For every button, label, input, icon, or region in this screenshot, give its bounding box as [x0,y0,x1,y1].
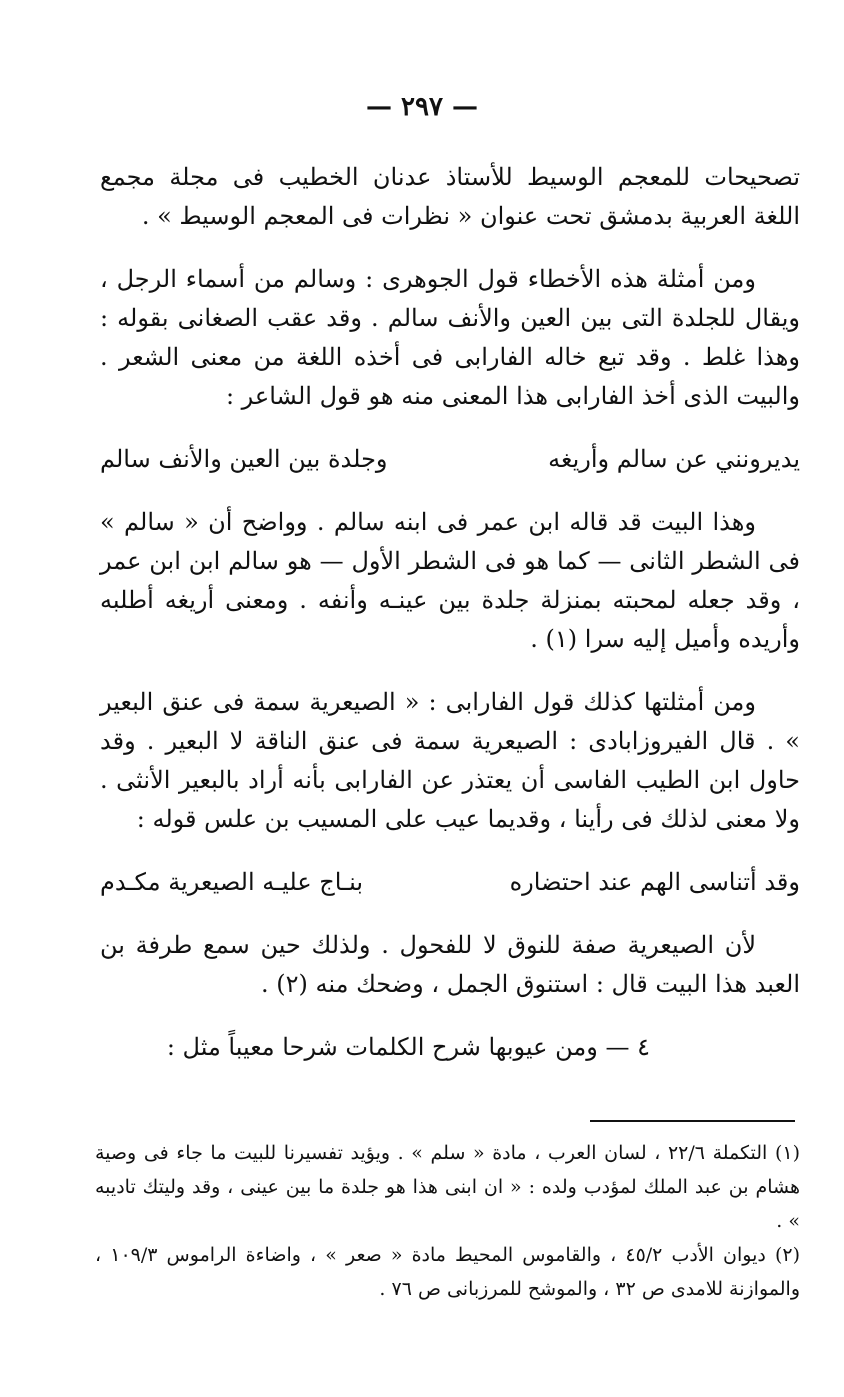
footnote-2: (٢) ديوان الأدب ٤٥/٢ ، والقاموس المحيط مادة « صعر » ، واضاءة الراموس ١٠٩/٣ ، والموازنة للامدى ص ٣٢ ، والموشح للمرزبانى ص ٧٦ . [95,1244,800,1300]
footnotes [95,1136,800,1306]
paragraph-6: ٤ — ومن عيوبها شرح الكلمات شرحا معيباً مثل : [166,1033,650,1061]
verse-2-second-hemistich: بنـاج عليـه الصيعرية مكـدم [100,868,364,896]
paragraph-3: وهذا البيت قد قاله ابن عمر فى ابنه سالم . وواضح أن « سالم » فى الشطر الثانى — كما هو فى الشطر الأول — هو سالم ابن ابن عمر ، وقد جعله لمحبته بمنزلة جلدة بين عينـه وأنفه . ومعنى أريغه أطلبه وأريده وأميل إليه سرا (١) . [100,508,800,653]
verse-2 [100,863,800,902]
paragraph-5: لأن الصيعرية صفة للنوق لا للفحول . ولذلك حين سمع طرفة بن العبد هذا البيت قال : استنوق الجمل ، وضحك منه (٢) . [100,931,800,998]
paragraph-4: ومن أمثلتها كذلك قول الفارابى : « الصيعرية سمة فى عنق البعير » . قال الفيروزابادى : الصيعرية سمة فى عنق الناقة لا البعير . وقد حاول ابن الطيب الفاسى أن يعتذر عن الفارابى بأنه أراد بالبعير الأنثى . ولا معنى لذلك فى رأينا ، وقديما عيب على المسيب بن علس قوله : [100,688,800,833]
main-text [100,158,800,1091]
verse-1-second-hemistich: وجلدة بين العين والأنف سالم [100,445,388,473]
footnote-1: (١) التكملة ٢٢/٦ ، لسان العرب ، مادة « سلم » . ويؤيد تفسيرنا للبيت ما جاء فى وصية هشام بن عبد الملك لمؤدب ولده : « ان ابنى هذا هو جلدة ما بين عينى ، وقد وليتك تاديبه » . [95,1142,800,1232]
verse-2-first-hemistich: وقد أتناسى الهم عند احتضاره [509,868,800,896]
paragraph-2: ومن أمثلة هذه الأخطاء قول الجوهرى : وسالم من أسماء الرجل ، ويقال للجلدة التى بين العين والأنف سالم . وقد عقب الصغانى بقوله : وهذا غلط . وقد تبع خاله الفارابى فى أخذه اللغة من معنى الشعر . والبيت الذى أخذ الفارابى هذا المعنى منه هو قول الشاعر : [100,265,800,410]
verse-1-first-hemistich: يديرونني عن سالم وأريغه [548,445,800,473]
page-number: — ٢٩٧ — [365,92,479,122]
paragraph-1: تصحيحات للمعجم الوسيط للأستاذ عدنان الخطيب فى مجلة مجمع اللغة العربية بدمشق تحت عنوان « نظرات فى المعجم الوسيط » . [100,163,800,230]
verse-1 [100,440,800,479]
footnote-separator [590,1120,795,1122]
